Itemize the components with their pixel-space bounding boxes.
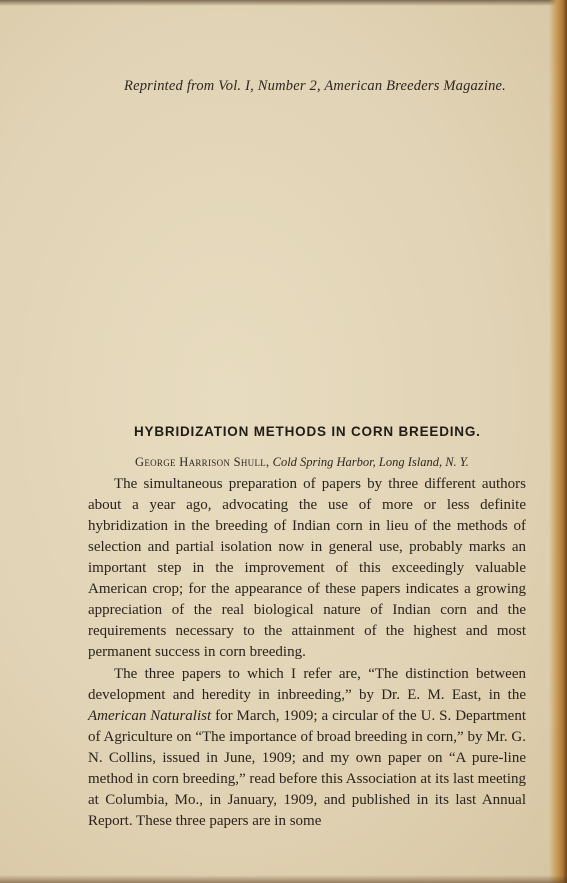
- article-byline: [135, 455, 469, 470]
- page-top-edge: [0, 0, 567, 6]
- reprint-notice: Reprinted from Vol. I, Number 2, American Breeders Magazine.: [124, 78, 506, 94]
- page-bottom-edge: [0, 875, 567, 883]
- journal-name: American Naturalist: [88, 708, 212, 724]
- article-title: HYBRIDIZATION METHODS IN CORN BREEDING.: [134, 424, 481, 439]
- author-affiliation: Cold Spring Harbor, Long Island, N. Y.: [272, 455, 469, 469]
- paragraph-2-part-b: for March, 1909; a circular of the U. S. Department of Agriculture on “The importance of broad breeding in corn,” by Mr. G. N. Collins, issued in June, 1909; and my own paper on “A pure-line method in corn breeding,” read before this Association at its last meeting at Columbia, Mo., in January, 1909, and published in its last Annual Report. These three papers are in some: [88, 708, 527, 829]
- paragraph-1: The simultaneous preparation of papers by three different authors about a year ago, advocating the use of more or less definite hybridization in the breeding of Indian corn in lieu of the methods of selection and partial isolation now in general use, probably marks an important step in the improvement of this exceedingly valuable American crop; for the appearance of these papers indicates a growing appreciation of the real biological nature of Indian corn and the requirements necessary to the attainment of the highest and most permanent success in corn breeding.: [88, 476, 526, 660]
- paragraph-2-part-a: The three papers to which I refer are, “The distinction between development and heredity in inbreeding,” by Dr. E. M. East, in the: [88, 666, 526, 703]
- author-name: George Harrison Shull,: [135, 455, 270, 469]
- page-binding-edge: [549, 0, 567, 883]
- paragraph-2: [88, 664, 526, 832]
- article-body: [88, 474, 526, 832]
